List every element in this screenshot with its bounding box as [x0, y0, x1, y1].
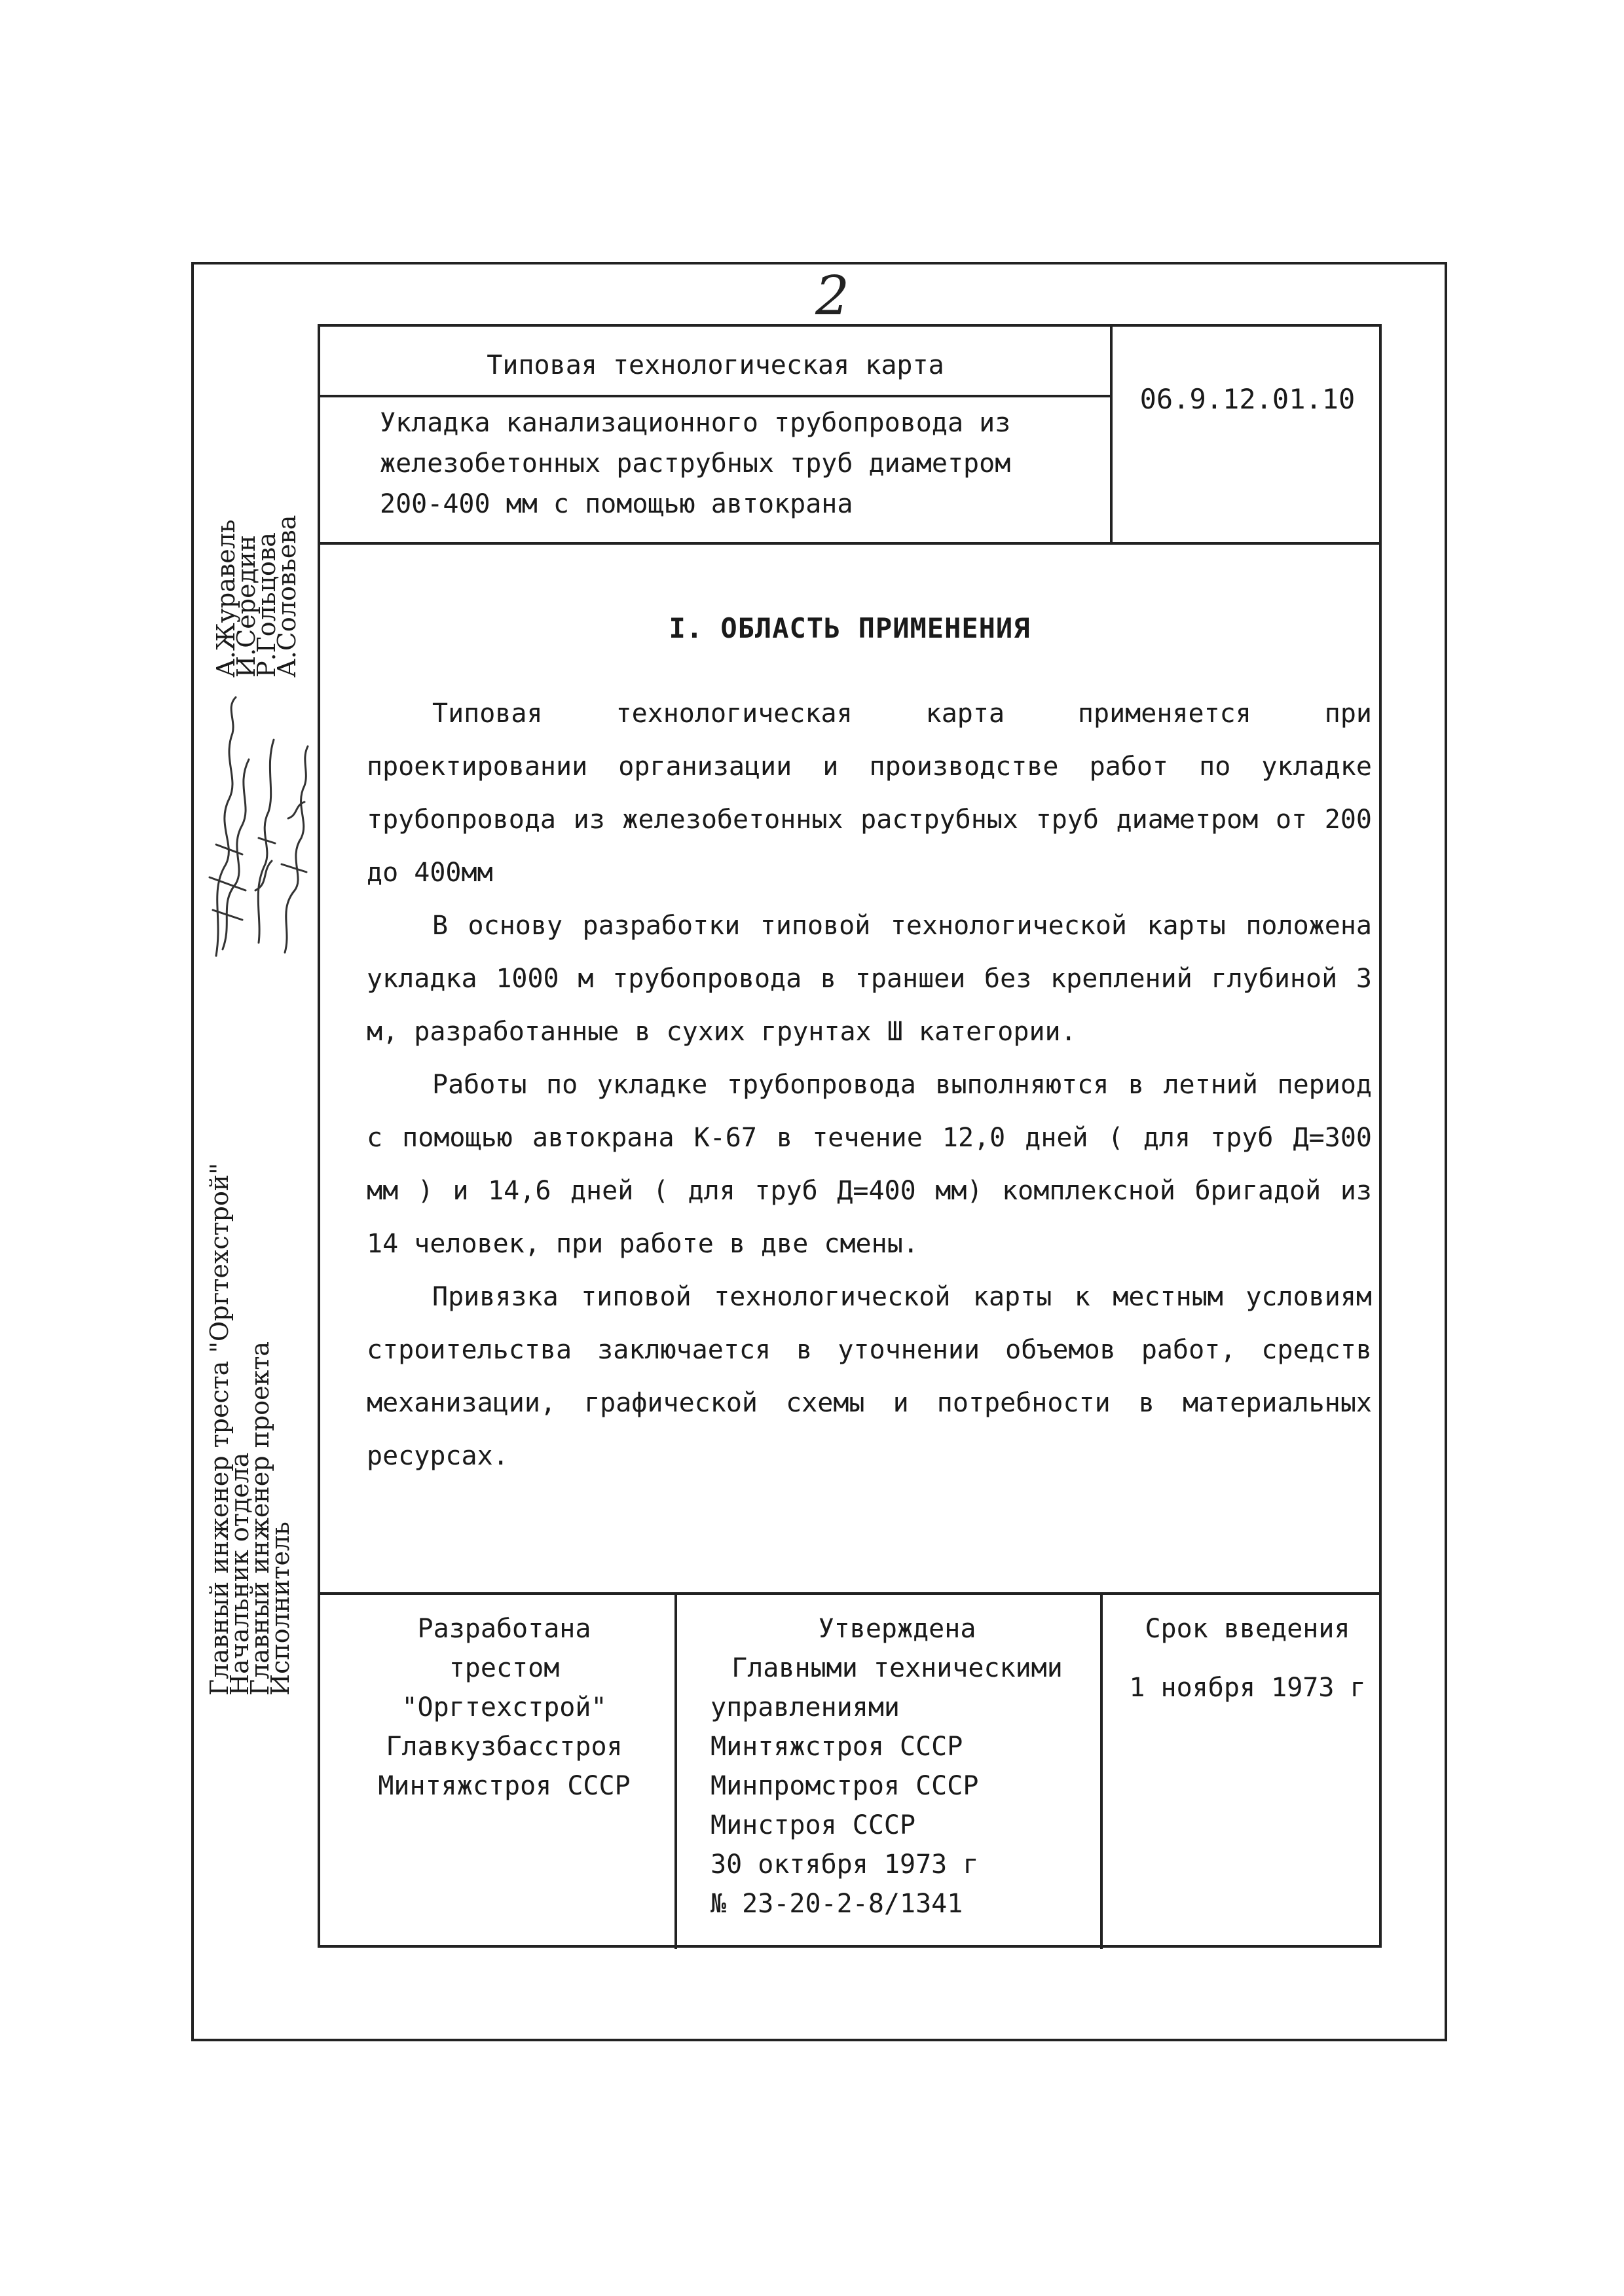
developed-line: Главкузбасстроя	[386, 1732, 623, 1762]
approved-line: Минпромстроя СССР	[710, 1771, 979, 1801]
paragraph: Привязка типовой технологической карты к местным условиям строительства заключается в уточнении объемов работ, средств механизации, графической схемы и потребности в материальных ресурсах.	[367, 1282, 1372, 1471]
header-divider-bottom	[318, 542, 1382, 545]
description-line: 200-400 мм с помощью автокрана	[380, 489, 853, 519]
handwritten-signatures	[196, 694, 318, 969]
position-label: Начальник отдела	[225, 1452, 254, 1696]
developed-line: Минтяжстроя СССР	[378, 1771, 631, 1801]
developed-by	[367, 1609, 642, 1806]
footer-divider-top	[318, 1592, 1382, 1595]
position-label: Главный инженер треста "Оргтехстрой"	[205, 1163, 234, 1696]
approved-number: № 23-20-2-8/1341	[710, 1889, 963, 1919]
document-title: Типовая технологическая карта	[487, 350, 944, 380]
paragraph: Работы по укладке трубопровода выполняются в летний период с помощью автокрана К-67 в течение 12,0 дней ( для труб Д=300 мм ) и 14,6 дней ( для труб Д=400 мм) комплексной бригадой из 14 человек, при работе в две смены.	[367, 1070, 1372, 1259]
page-number: 2	[815, 265, 850, 327]
header-divider-title	[318, 395, 1111, 397]
approved-by	[710, 1609, 1103, 1923]
signatory-name: И.Середин	[232, 535, 261, 678]
approved-line: Минтяжстроя СССР	[710, 1732, 963, 1762]
document-description	[380, 403, 1107, 524]
section-heading: I. ОБЛАСТЬ ПРИМЕНЕНИЯ	[669, 612, 1031, 644]
term-title: Срок введения	[1145, 1614, 1350, 1644]
signatory-name: А.Журавель	[212, 519, 240, 678]
approved-date: 30 октября 1973 г	[710, 1850, 979, 1880]
developed-line: "Оргтехстрой"	[401, 1692, 607, 1722]
signatory-name: А.Соловьева	[272, 515, 301, 678]
developed-line: трестом	[449, 1653, 560, 1683]
approved-line: Минстроя СССР	[710, 1810, 916, 1840]
description-line: Укладка канализационного трубопровода из	[380, 408, 1011, 438]
signatory-names	[212, 515, 301, 678]
position-label: Исполнитель	[266, 1522, 295, 1696]
paragraph: В основу разработки типовой технологической карты положена укладка 1000 м трубопровода в траншеи без креплений глубиной 3 м, разработанные в сухих грунтах Ш категории.	[367, 911, 1372, 1047]
approved-title: Утверждена	[818, 1614, 976, 1644]
footer-divider-left	[674, 1592, 677, 1949]
paragraph: Типовая технологическая карта применяется при проектировании организации и производстве работ по укладке трубопровода из железобетонных раструбных труб диаметром от 200 до 400мм	[367, 699, 1372, 888]
signatory-positions	[205, 1163, 295, 1696]
position-label: Главный инженер проекта	[246, 1341, 274, 1696]
description-line: железобетонных раструбных труб диаметром	[380, 448, 1011, 479]
document-code: 06.9.12.01.10	[1139, 383, 1356, 415]
approved-line: Главными техническими	[731, 1653, 1063, 1683]
approved-line: управлениями	[710, 1692, 900, 1722]
effective-term	[1113, 1609, 1382, 1707]
developed-line: Разработана	[417, 1614, 591, 1644]
section-body	[367, 687, 1372, 1483]
signatory-name: Р.Гольцова	[252, 532, 281, 678]
term-value: 1 ноября 1973 г	[1129, 1673, 1366, 1703]
